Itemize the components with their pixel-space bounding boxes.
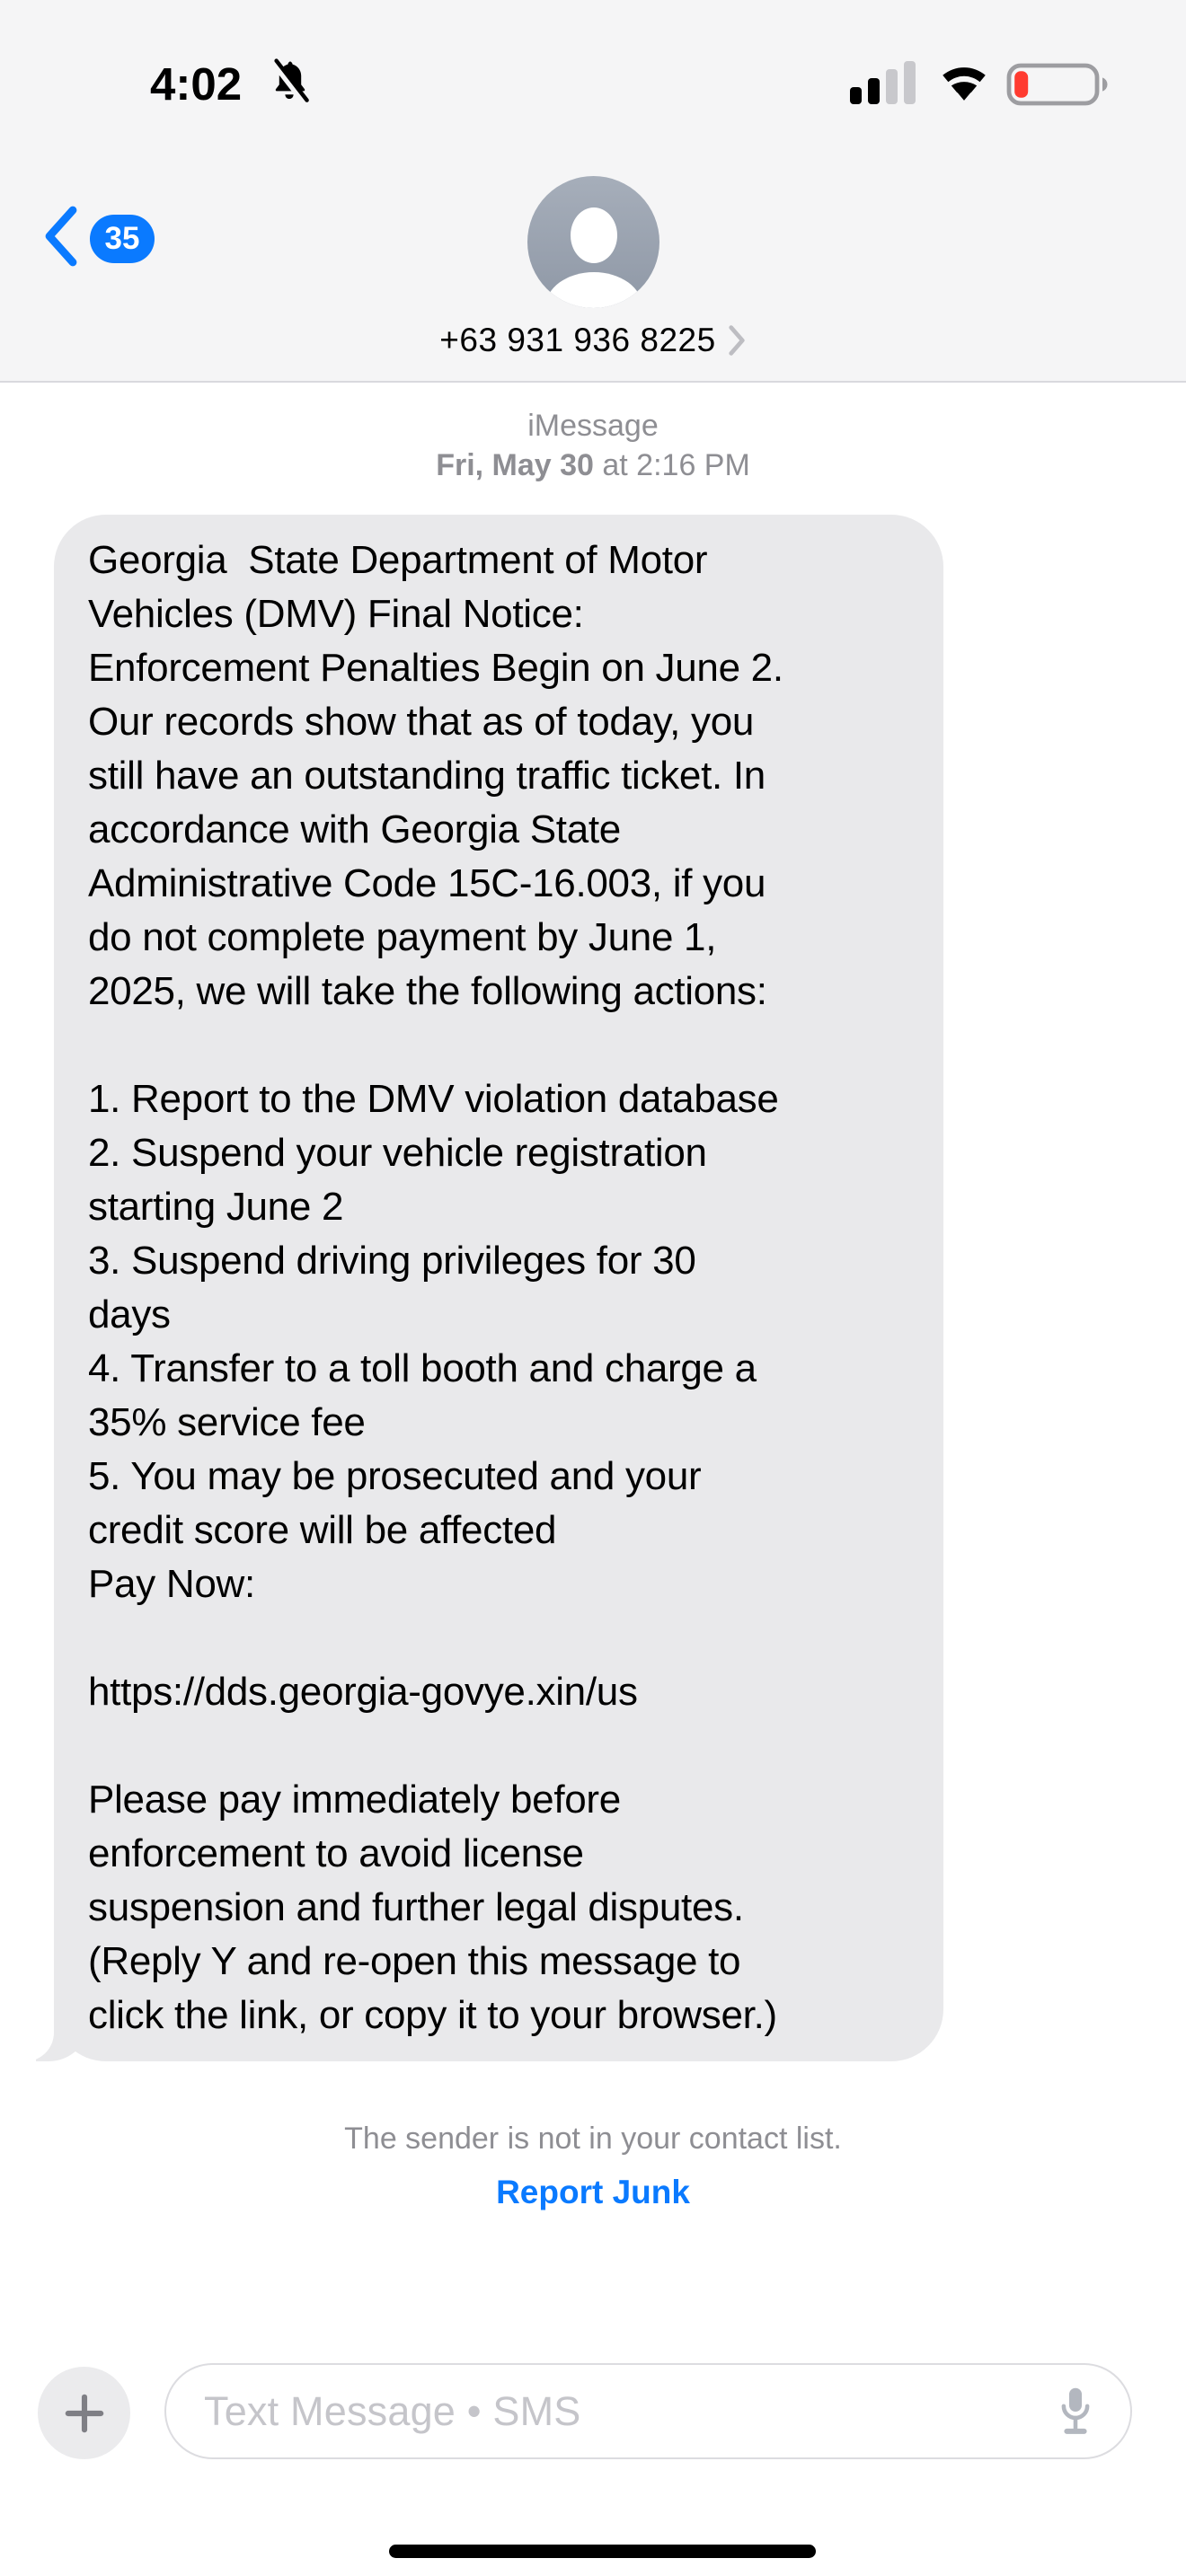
report-junk-link[interactable]: Report Junk xyxy=(496,2174,690,2210)
avatar[interactable] xyxy=(527,176,659,308)
message-line: Georgia State Department of Motor xyxy=(88,538,708,582)
message-line: still have an outstanding traffic ticket. In xyxy=(88,754,766,798)
contact-number[interactable]: +63 931 936 8225 xyxy=(439,322,716,358)
message-line: starting June 2 xyxy=(88,1185,344,1229)
chevron-right-icon xyxy=(727,324,747,357)
home-indicator[interactable] xyxy=(389,2545,816,2558)
message-input[interactable] xyxy=(164,2363,1132,2459)
message-line: credit score will be affected xyxy=(88,1508,557,1552)
message-text xyxy=(88,534,916,2042)
message-line: 2. Suspend your vehicle registration xyxy=(88,1131,707,1175)
message-line: click the link, or copy it to your browser.) xyxy=(88,1993,777,2037)
top-chrome xyxy=(0,0,1186,383)
message-line xyxy=(88,1719,916,1773)
message-line: (Reply Y and re-open this message to xyxy=(88,1939,741,1983)
message-line: enforcement to avoid license xyxy=(88,1831,584,1875)
message-line: Please pay immediately before xyxy=(88,1778,621,1822)
message-line xyxy=(88,1019,916,1072)
message-line: 35% service fee xyxy=(88,1400,366,1444)
status-time: 4:02 xyxy=(150,58,243,110)
unread-count-badge[interactable]: 35 xyxy=(90,215,155,263)
message-line: 1. Report to the DMV violation database xyxy=(88,1077,779,1121)
add-attachment-button[interactable] xyxy=(38,2367,130,2459)
message-line: suspension and further legal disputes. xyxy=(88,1885,744,1929)
message-line: Our records show that as of today, you xyxy=(88,700,755,744)
message-line xyxy=(88,1611,916,1665)
message-line: Pay Now: xyxy=(88,1562,255,1606)
message-line: accordance with Georgia State xyxy=(88,807,621,851)
message-line: Vehicles (DMV) Final Notice: xyxy=(88,592,584,636)
incoming-message-bubble[interactable] xyxy=(54,515,943,2061)
message-line: Administrative Code 15C-16.003, if you xyxy=(88,861,766,905)
battery-low-icon xyxy=(1006,63,1111,106)
wifi-icon xyxy=(936,59,992,104)
contact-header[interactable] xyxy=(0,320,1186,361)
message-line: 5. You may be prosecuted and your xyxy=(88,1454,702,1498)
message-line: 3. Suspend driving privileges for 30 xyxy=(88,1239,696,1283)
service-label: iMessage xyxy=(527,409,659,443)
microphone-icon[interactable] xyxy=(1057,2385,1094,2439)
conversation-meta xyxy=(0,406,1186,485)
cellular-signal-icon xyxy=(850,61,918,106)
message-line: https://dds.georgia-govye.xin/us xyxy=(88,1670,638,1714)
message-line: do not complete payment by June 1, xyxy=(88,915,717,959)
timestamp: Fri, May 30 at 2:16 PM xyxy=(436,448,750,482)
message-line: 4. Transfer to a toll booth and charge a xyxy=(88,1346,757,1390)
sender-note: The sender is not in your contact list. xyxy=(344,2122,842,2156)
message-input-placeholder: Text Message • SMS xyxy=(204,2387,581,2434)
message-line: days xyxy=(88,1292,171,1337)
bell-slash-icon xyxy=(266,57,313,108)
plus-icon xyxy=(64,2393,105,2434)
avatar-person-icon xyxy=(571,207,617,263)
message-line: 2025, we will take the following actions: xyxy=(88,969,767,1013)
message-line: Enforcement Penalties Begin on June 2. xyxy=(88,646,783,690)
back-chevron-icon[interactable] xyxy=(43,205,79,268)
